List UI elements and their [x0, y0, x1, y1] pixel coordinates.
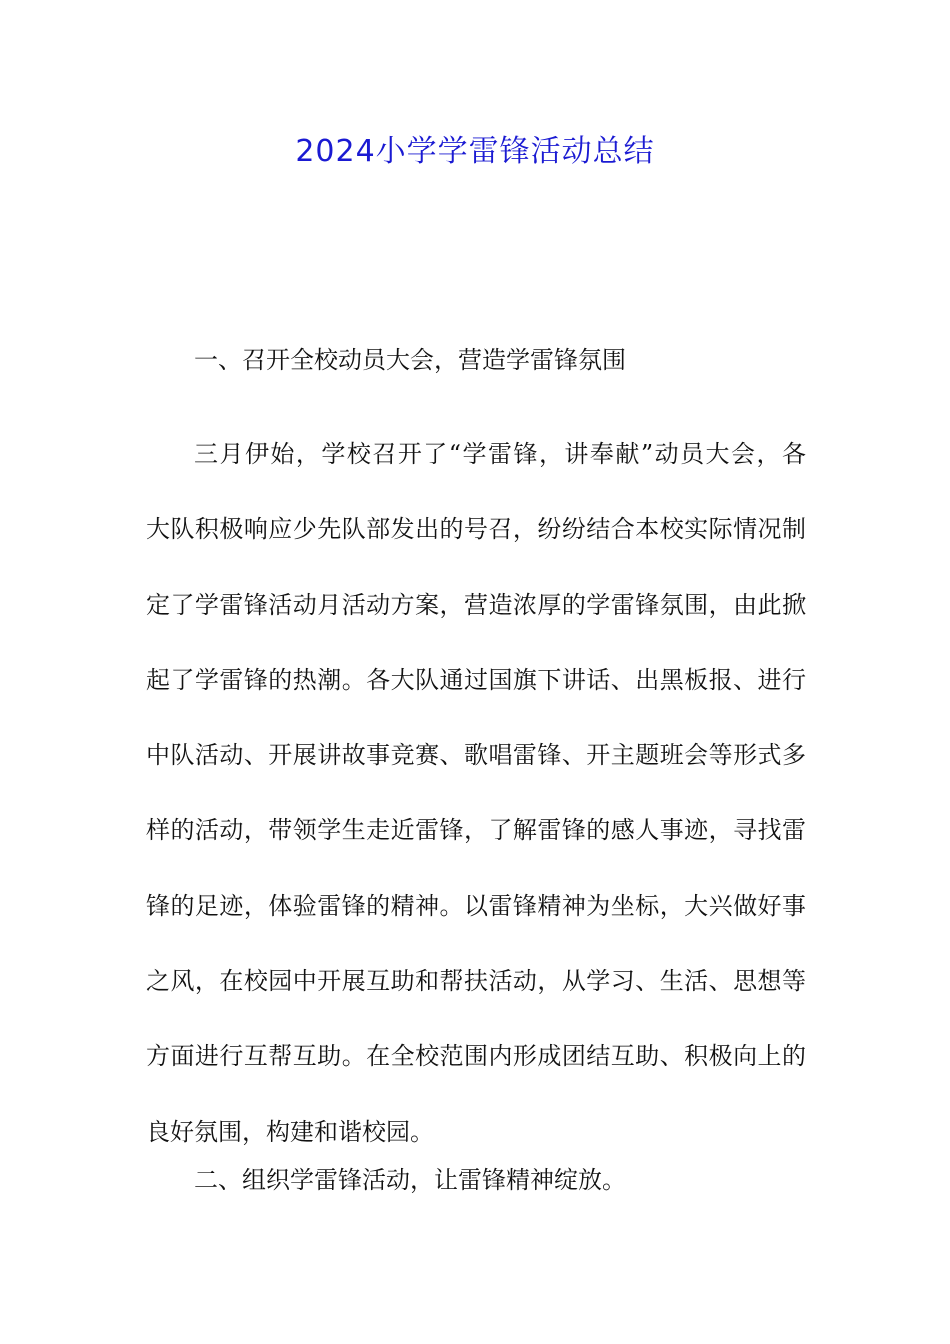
paragraph-1 [146, 417, 806, 1170]
paragraph-line: 中队活动、开展讲故事竞赛、歌唱雷锋、开主题班会等形式多 [146, 741, 806, 770]
paragraph-line: 锋的足迹，体验雷锋的精神。以雷锋精神为坐标，大兴做好事 [146, 891, 806, 920]
paragraph-line: 三月伊始，学校召开了“学雷锋，讲奉献”动员大会，各 [194, 440, 806, 468]
section-heading-1: 一、召开全校动员大会，营造学雷锋氛围 [194, 346, 626, 374]
paragraph-line: 样的活动，带领学生走近雷锋，了解雷锋的感人事迹，寻找雷 [146, 816, 806, 845]
paragraph-line: 良好氛围，构建和谐校园。 [146, 1117, 434, 1146]
paragraph-line: 定了学雷锋活动月活动方案，营造浓厚的学雷锋氛围，由此掀 [146, 590, 806, 619]
paragraph-line: 起了学雷锋的热潮。各大队通过国旗下讲话、出黑板报、进行 [146, 665, 806, 694]
paragraph-line: 大队积极响应少先队部发出的号召，纷纷结合本校实际情况制 [146, 515, 806, 544]
section-heading-2: 二、组织学雷锋活动，让雷锋精神绽放。 [194, 1166, 626, 1194]
document-title: 2024小学学雷锋活动总结 [295, 134, 655, 169]
paragraph-line: 之风，在校园中开展互助和帮扶活动，从学习、生活、思想等 [146, 967, 806, 996]
paragraph-line: 方面进行互帮互助。在全校范围内形成团结互助、积极向上的 [146, 1042, 806, 1071]
